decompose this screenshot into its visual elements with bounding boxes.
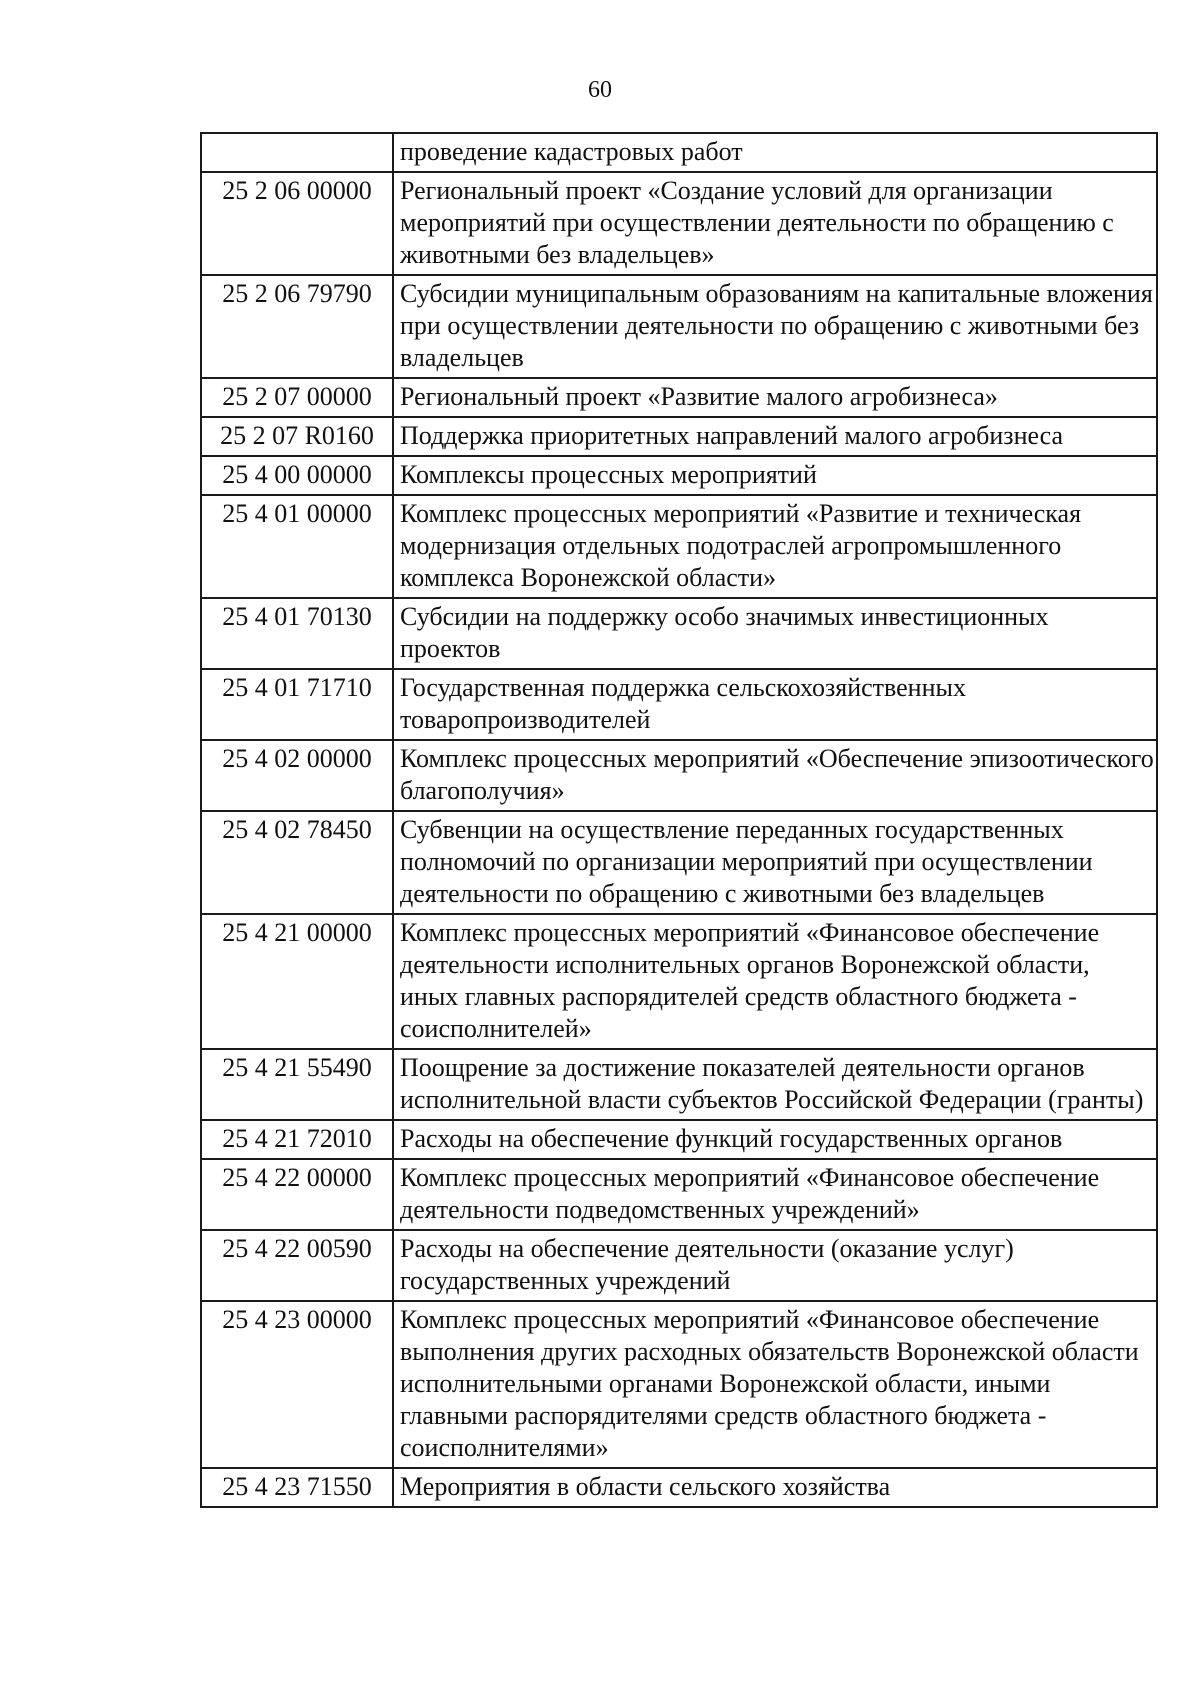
row-code: 25 4 22 00590	[201, 1230, 393, 1301]
row-code: 25 4 01 71710	[201, 669, 393, 740]
table-row	[201, 1230, 1157, 1301]
row-code: 25 4 23 00000	[201, 1301, 393, 1468]
row-description: Комплекс процессных мероприятий «Обеспечение эпизоотического благополучия»	[393, 740, 1157, 811]
row-code: 25 4 00 00000	[201, 456, 393, 495]
row-code: 25 4 01 00000	[201, 495, 393, 598]
page-number: 60	[588, 77, 612, 103]
row-description: Расходы на обеспечение функций государственных органов	[393, 1120, 1157, 1159]
table-row	[201, 669, 1157, 740]
table-row	[201, 456, 1157, 495]
budget-classification-table	[200, 132, 1158, 1508]
table-row	[201, 495, 1157, 598]
table-row	[201, 811, 1157, 914]
table-row	[201, 1468, 1157, 1507]
row-description: Комплекс процессных мероприятий «Финансовое обеспечение деятельности подведомственных учреждений»	[393, 1159, 1157, 1230]
row-code: 25 2 06 79790	[201, 275, 393, 378]
table-row	[201, 417, 1157, 456]
row-code: 25 2 07 00000	[201, 378, 393, 417]
table-row	[201, 914, 1157, 1049]
row-description: Комплекс процессных мероприятий «Финансовое обеспечение выполнения других расходных обязательств Воронежской области исполнительными органами Воронежской области, иными главными распорядителями средств областного бюджета - соисполнителями»	[393, 1301, 1157, 1468]
row-code: 25 4 01 70130	[201, 598, 393, 669]
row-description: Региональный проект «Развитие малого агробизнеса»	[393, 378, 1157, 417]
row-description: Поощрение за достижение показателей деятельности органов исполнительной власти субъектов Российской Федерации (гранты)	[393, 1049, 1157, 1120]
row-description: Комплексы процессных мероприятий	[393, 456, 1157, 495]
table-row	[201, 740, 1157, 811]
row-description: проведение кадастровых работ	[393, 133, 1157, 172]
table-row	[201, 598, 1157, 669]
row-code: 25 4 21 55490	[201, 1049, 393, 1120]
row-code: 25 4 23 71550	[201, 1468, 393, 1507]
row-description: Региональный проект «Создание условий для организации мероприятий при осуществлении деятельности по обращению с животными без владельцев»	[393, 172, 1157, 275]
row-code	[201, 133, 393, 172]
row-code: 25 4 21 72010	[201, 1120, 393, 1159]
row-code: 25 4 02 78450	[201, 811, 393, 914]
table-row	[201, 1159, 1157, 1230]
row-description: Мероприятия в области сельского хозяйства	[393, 1468, 1157, 1507]
row-description: Расходы на обеспечение деятельности (оказание услуг) государственных учреждений	[393, 1230, 1157, 1301]
row-description: Субсидии на поддержку особо значимых инвестиционных проектов	[393, 598, 1157, 669]
table-row	[201, 275, 1157, 378]
row-description: Комплекс процессных мероприятий «Развитие и техническая модернизация отдельных подотраслей агропромышленного комплекса Воронежской области»	[393, 495, 1157, 598]
row-description: Субвенции на осуществление переданных государственных полномочий по организации мероприятий при осуществлении деятельности по обращению с животными без владельцев	[393, 811, 1157, 914]
table-body	[201, 133, 1157, 1507]
table-row	[201, 172, 1157, 275]
row-description: Комплекс процессных мероприятий «Финансовое обеспечение деятельности исполнительных органов Воронежской области, иных главных распорядителей средств областного бюджета - соисполнителей»	[393, 914, 1157, 1049]
table-row	[201, 1120, 1157, 1159]
row-description: Субсидии муниципальным образованиям на капитальные вложения при осуществлении деятельности по обращению с животными без владельцев	[393, 275, 1157, 378]
row-code: 25 2 06 00000	[201, 172, 393, 275]
table-row	[201, 378, 1157, 417]
row-code: 25 4 22 00000	[201, 1159, 393, 1230]
row-code: 25 4 21 00000	[201, 914, 393, 1049]
table-row	[201, 1301, 1157, 1468]
table-row	[201, 1049, 1157, 1120]
row-description: Государственная поддержка сельскохозяйственных товаропроизводителей	[393, 669, 1157, 740]
table-row	[201, 133, 1157, 172]
row-code: 25 2 07 R0160	[201, 417, 393, 456]
row-code: 25 4 02 00000	[201, 740, 393, 811]
row-description: Поддержка приоритетных направлений малого агробизнеса	[393, 417, 1157, 456]
